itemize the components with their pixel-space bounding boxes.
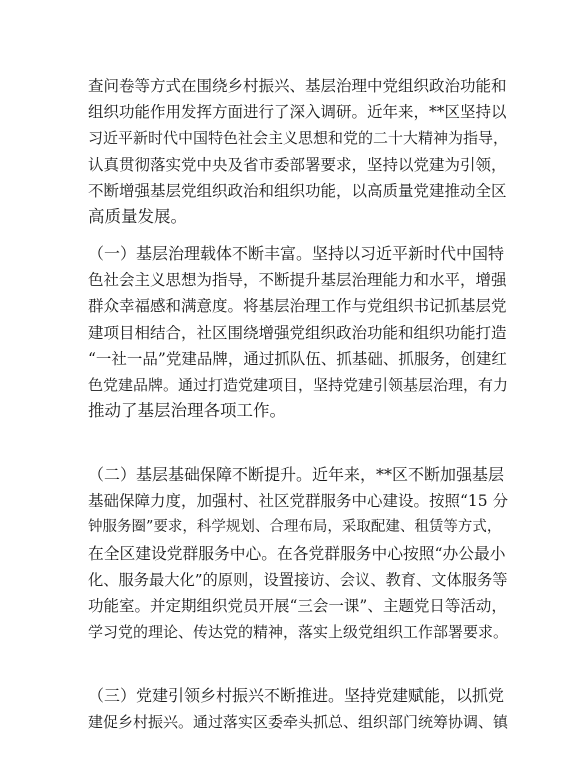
paragraph-rural-revitalization bbox=[88, 683, 508, 735]
text-line: 高质量发展。 bbox=[88, 206, 187, 226]
text-line: “一社一品”党建品牌，通过抓队伍、抓基础、抓服务，创建红 bbox=[88, 349, 507, 368]
text-line: 钟服务圈”要求，科学规划、合理布局，采取配建、租赁等方式， bbox=[88, 519, 502, 536]
text-line: （二）基层基础保障不断提升。近年来，**区不断加强基层 bbox=[88, 465, 505, 484]
text-line: 建促乡村振兴。通过落实区委牵头抓总、组织部门统筹协调、镇 bbox=[88, 713, 509, 732]
paragraph-intro bbox=[88, 73, 508, 230]
text-line: 建项目相结合，社区围绕增强党组织政治功能和组织功能打造 bbox=[88, 323, 507, 342]
text-line: 化、服务最大化”的原则，设置接访、会议、教育、文体服务等 bbox=[88, 570, 508, 589]
text-line: 学习党的理论、传达党的精神，落实上级党组织工作部署要求。 bbox=[88, 623, 509, 642]
text-line: （三）党建引领乡村振兴不断推进。坚持党建赋能，以抓党 bbox=[88, 686, 505, 705]
text-line: 色党建品牌。通过打造党建项目，坚持党建引领基层治理，有力 bbox=[88, 375, 509, 394]
text-line: 功能室。并定期组织党员开展“三会一课”、主题党日等活动， bbox=[88, 596, 507, 615]
paragraph-basic-guarantee bbox=[88, 462, 508, 645]
text-line: 查问卷等方式在围绕乡村振兴、基层治理中党组织政治功能和 bbox=[88, 77, 507, 95]
text-line: 在全区建设党群服务中心。在各党群服务中心按照“办公最小 bbox=[88, 543, 506, 563]
text-line: 组织功能作用发挥方面进行了深入调研。近年来，**区坚持以 bbox=[88, 103, 507, 122]
text-line: 基础保障力度，加强村、社区党群服务中心建设。按照“15 分 bbox=[88, 492, 509, 511]
text-line: 群众幸福感和满意度。将基层治理工作与党组织书记抓基层党 bbox=[88, 297, 507, 316]
text-line: 色社会主义思想为指导，不断提升基层治理能力和水平，增强 bbox=[88, 271, 507, 290]
text-line: 不断增强基层党组织政治和组织功能，以高质量党建推动全区 bbox=[88, 181, 507, 200]
text-line: （一）基层治理载体不断丰富。坚持以习近平新时代中国特 bbox=[88, 244, 505, 263]
paragraph-governance-carrier bbox=[88, 241, 508, 424]
text-line: 习近平新时代中国特色社会主义思想和党的二十大精神为指导， bbox=[88, 129, 509, 148]
text-line: 推动了基层治理各项工作。 bbox=[88, 401, 286, 421]
text-line: 认真贯彻落实党中央及省市委部署要求，坚持以党建为引领， bbox=[88, 155, 507, 174]
